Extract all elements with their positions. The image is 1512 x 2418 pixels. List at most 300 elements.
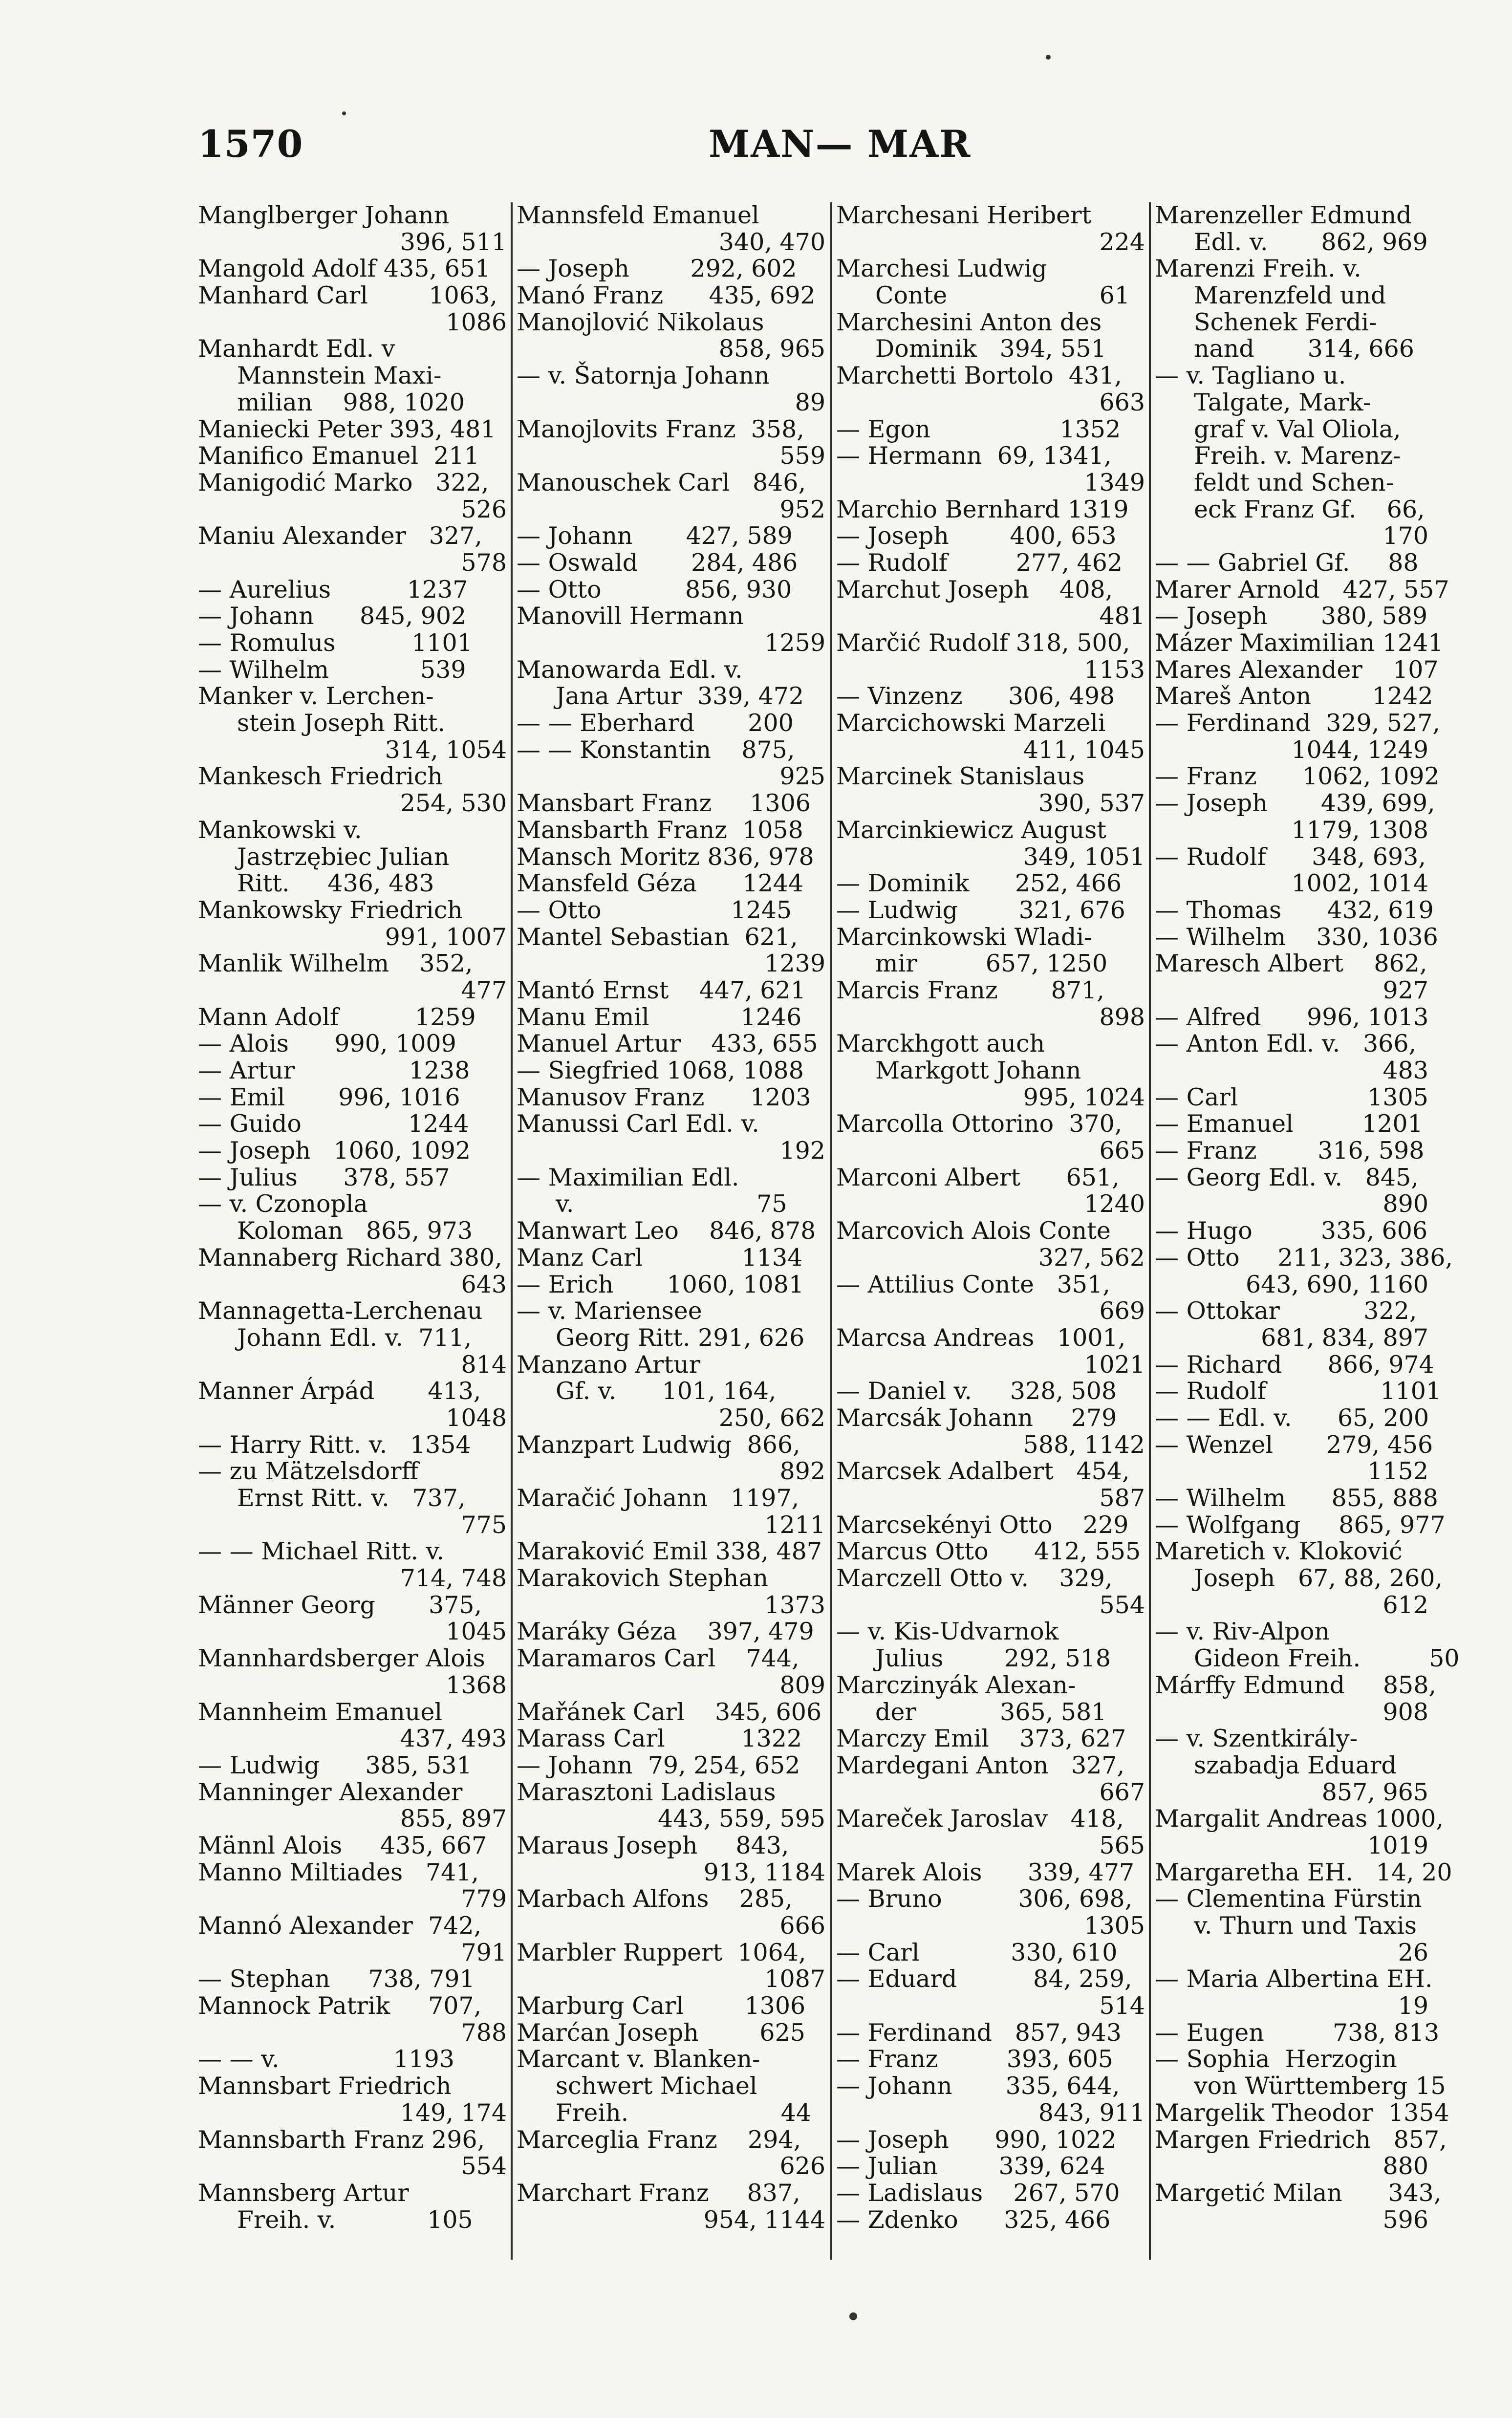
index-line: Manifico Emanuel 211	[198, 442, 479, 470]
index-line: Marcichowski Marzeli	[836, 709, 1106, 737]
index-line: — Rudolf 277, 462	[836, 548, 1123, 577]
index-line: — Joseph 990, 1022	[836, 2125, 1117, 2154]
index-line: 643	[461, 1270, 507, 1298]
index-line: Mannó Alexander 742,	[198, 1912, 482, 1940]
index-line: Georg Ritt. 291, 626	[556, 1323, 805, 1352]
index-line: Manzano Artur	[517, 1350, 701, 1379]
index-line: Manwart Leo 846, 878	[517, 1217, 816, 1245]
index-line: Mares Alexander 107	[1155, 655, 1439, 684]
index-line: — Bruno 306, 698,	[836, 1885, 1133, 1913]
index-line: Mankowsky Friedrich	[198, 896, 463, 924]
index-line: Márffy Edmund 858,	[1155, 1671, 1436, 1699]
index-line: Jana Artur 339, 472	[556, 682, 804, 711]
index-line: Mansbart Franz 1306	[517, 789, 811, 818]
index-line: 814	[461, 1350, 507, 1379]
column-rule	[830, 202, 832, 2260]
index-line: 1368	[446, 1671, 507, 1699]
index-line: Ernst Ritt. v. 737,	[237, 1484, 466, 1512]
index-line: Gideon Freih. 50	[1194, 1644, 1460, 1673]
index-line: 681, 834, 897	[1261, 1323, 1428, 1352]
index-line: — Joseph 1060, 1092	[198, 1137, 471, 1165]
index-line: der 365, 581	[875, 1698, 1107, 1726]
index-line: Manhardt Edl. v	[198, 335, 395, 363]
index-line: schwert Michael	[556, 2072, 757, 2100]
index-line: Maráky Géza 397, 479	[517, 1618, 814, 1646]
index-line: Marcsekényi Otto 229	[836, 1511, 1129, 1539]
index-line: 626	[779, 2152, 825, 2181]
index-line: Manno Miltiades 741,	[198, 1858, 479, 1886]
index-line: 411, 1045	[1023, 735, 1145, 764]
index-line: — Zdenko 325, 466	[836, 2205, 1111, 2234]
index-line: 857, 965	[1321, 1778, 1428, 1806]
index-line: — Julian 339, 624	[836, 2152, 1105, 2181]
index-line: Manouschek Carl 846,	[517, 468, 806, 497]
index-line: — Rudolf 1101	[1155, 1377, 1442, 1405]
index-line: Marcsek Adalbert 454,	[836, 1457, 1130, 1486]
index-line: Margetić Milan 343,	[1155, 2179, 1442, 2207]
column-rule	[511, 202, 513, 2260]
index-line: Ritt. 436, 483	[237, 869, 434, 898]
index-line: 892	[779, 1457, 825, 1486]
index-line: Manzpart Ludwig 866,	[517, 1430, 800, 1459]
index-line: — Maria Albertina EH.	[1155, 1965, 1433, 1993]
index-line: — Joseph 400, 653	[836, 522, 1117, 550]
index-line: 1153	[1084, 655, 1145, 684]
index-line: mir 657, 1250	[875, 950, 1108, 978]
index-line: Manojlovits Franz 358,	[517, 415, 804, 443]
index-line: Marchut Joseph 408,	[836, 575, 1113, 604]
index-line: — — v. 1193	[198, 2045, 454, 2073]
index-line: Marchetti Bortolo 431,	[836, 362, 1122, 390]
index-line: Marass Carl 1322	[517, 1725, 802, 1753]
index-line: Mannhardsberger Alois	[198, 1644, 485, 1673]
index-line: 1021	[1084, 1350, 1145, 1379]
index-line: 1349	[1084, 468, 1145, 497]
index-line: 880	[1382, 2152, 1428, 2181]
index-line: Marcinek Stanislaus	[836, 762, 1085, 791]
index-line: — Siegfried 1068, 1088	[517, 1057, 804, 1084]
index-line: — Rudolf 348, 693,	[1155, 842, 1426, 871]
index-line: 1045	[446, 1618, 507, 1646]
index-line: 390, 537	[1038, 789, 1145, 818]
index-line: — — Konstantin 875,	[517, 735, 795, 764]
index-line: 612	[1382, 1591, 1428, 1619]
index-line: graf v. Val Oliola,	[1194, 415, 1401, 443]
index-line: Mannaberg Richard 380,	[198, 1243, 502, 1272]
index-line: — Thomas 432, 619	[1155, 896, 1434, 924]
index-line: Marcus Otto 412, 555	[836, 1537, 1141, 1566]
index-line: Marćan Joseph 625	[517, 2018, 805, 2047]
index-line: 588, 1142	[1023, 1430, 1145, 1459]
index-line: Manussi Carl Edl. v.	[517, 1110, 759, 1138]
index-line: v. Thurn und Taxis	[1194, 1912, 1417, 1940]
index-line: — — Eberhard 200	[517, 709, 794, 737]
index-line: Marczell Otto v. 329,	[836, 1564, 1113, 1593]
index-line: — Anton Edl. v. 366,	[1155, 1030, 1417, 1058]
index-line: Julius 292, 518	[875, 1644, 1111, 1673]
index-line: Marchio Bernhard 1319	[836, 495, 1129, 523]
index-line: 340, 470	[718, 228, 825, 256]
index-line: Manker v. Lerchen-	[198, 682, 434, 711]
index-line: — Eduard 84, 259,	[836, 1965, 1132, 1993]
index-line: Mannagetta-Lerchenau	[198, 1297, 483, 1325]
index-line: 809	[779, 1671, 825, 1699]
index-line: — Otto 1245	[517, 896, 792, 924]
index-line: — Emanuel 1201	[1155, 1110, 1423, 1138]
index-line: — Johann 845, 902	[198, 602, 467, 630]
index-line: Freih. v. 105	[237, 2205, 473, 2234]
index-line: Mannsbart Friedrich	[198, 2072, 452, 2100]
index-line: — Eugen 738, 813	[1155, 2018, 1440, 2047]
index-line: 89	[795, 388, 825, 416]
index-line: Manglberger Johann	[198, 201, 450, 229]
index-line: 1048	[446, 1403, 507, 1432]
index-line: Mannstein Maxi-	[237, 362, 442, 390]
column-rule	[1149, 202, 1151, 2260]
index-line: Mann Adolf 1259	[198, 1003, 476, 1031]
index-line: 952	[779, 495, 825, 523]
index-line: 913, 1184	[703, 1858, 825, 1886]
index-line: 587	[1099, 1484, 1145, 1512]
index-line: — Clementina Fürstin	[1155, 1885, 1422, 1913]
index-line: — Daniel v. 328, 508	[836, 1377, 1117, 1405]
index-line: — Artur 1238	[198, 1057, 470, 1084]
index-line: — v. Šatornja Johann	[517, 362, 770, 390]
index-line: — v. Tagliano u.	[1155, 362, 1346, 390]
index-line: 578	[461, 548, 507, 577]
index-line: Marceglia Franz 294,	[517, 2125, 801, 2154]
index-line: Marcis Franz 871,	[836, 976, 1104, 1004]
index-line: szabadja Eduard	[1194, 1751, 1397, 1779]
index-column-4	[1155, 201, 1460, 2260]
index-column-1	[198, 202, 511, 2260]
index-line: — v. Czonopla	[198, 1190, 368, 1218]
index-line: 663	[1099, 388, 1145, 416]
index-line: Freih. 44	[556, 2098, 812, 2127]
print-speck	[342, 111, 346, 115]
index-line: Maraus Joseph 843,	[517, 1831, 789, 1859]
index-line: — Alfred 996, 1013	[1155, 1003, 1429, 1031]
index-line: Mantó Ernst 447, 621	[517, 976, 806, 1004]
index-line: Mansch Moritz 836, 978	[517, 842, 814, 871]
index-line: Maračić Johann 1197,	[517, 1484, 799, 1512]
index-line: Marcant v. Blanken-	[517, 2045, 760, 2073]
index-line: 559	[779, 442, 825, 470]
index-line: — Hugo 335, 606	[1155, 1217, 1428, 1245]
index-line: 477	[461, 976, 507, 1004]
index-line: Marchesini Anton des	[836, 308, 1102, 336]
index-line: Manz Carl 1134	[517, 1243, 803, 1272]
index-line: Maramaros Carl 744,	[517, 1644, 799, 1673]
index-line: — Franz 316, 598	[1155, 1137, 1425, 1165]
index-line: 1019	[1367, 1831, 1428, 1859]
index-line: Maretich v. Kloković	[1155, 1537, 1403, 1566]
index-line: — Joseph 439, 699,	[1155, 789, 1435, 818]
index-line: Schenek Ferdi-	[1194, 308, 1377, 336]
index-line: Mannheim Emanuel	[198, 1698, 443, 1726]
index-line: Marckhgott auch	[836, 1030, 1045, 1058]
index-line: — zu Mätzelsdorff	[198, 1457, 419, 1486]
index-line: — Maximilian Edl.	[517, 1163, 739, 1191]
index-line: Mannsberg Artur	[198, 2179, 409, 2207]
index-line: v. 75	[556, 1190, 787, 1218]
index-line: — Wilhelm 855, 888	[1155, 1484, 1438, 1512]
index-line: Margelik Theodor 1354	[1155, 2098, 1449, 2127]
index-line: Marcsák Johann 279	[836, 1403, 1117, 1432]
index-line: 596	[1382, 2205, 1428, 2234]
index-line: 396, 511	[400, 228, 507, 256]
index-line: 443, 559, 595	[658, 1805, 825, 1833]
index-line: Marburg Carl 1306	[517, 1992, 806, 2020]
index-line: 788	[461, 2018, 507, 2047]
index-line: Marcinkiewicz August	[836, 816, 1106, 844]
index-line: Jastrzębiec Julian	[237, 842, 450, 871]
index-line: Marek Alois 339, 477	[836, 1858, 1135, 1886]
index-line: — — Gabriel Gf. 88	[1155, 548, 1419, 577]
index-line: Marchesani Heribert	[836, 201, 1092, 229]
index-line: 1044, 1249	[1291, 735, 1428, 764]
index-line: Marbler Ruppert 1064,	[517, 1938, 806, 1966]
index-line: nand 314, 666	[1194, 335, 1414, 363]
index-line: — Hermann 69, 1341,	[836, 442, 1112, 470]
index-line: 254, 530	[400, 789, 507, 818]
index-line: 1152	[1367, 1457, 1428, 1486]
index-line: — Otto 856, 930	[517, 575, 792, 604]
index-line: 349, 1051	[1023, 842, 1145, 871]
index-line: Manuel Artur 433, 655	[517, 1030, 818, 1058]
index-line: Mannock Patrik 707,	[198, 1992, 482, 2020]
index-line: Marcinkowski Wladi-	[836, 923, 1092, 951]
index-line: — Wilhelm 330, 1036	[1155, 923, 1438, 951]
index-line: Talgate, Mark-	[1194, 388, 1371, 416]
index-line: — Ludwig 321, 676	[836, 896, 1125, 924]
index-line: 669	[1099, 1297, 1145, 1325]
index-line: — Wilhelm 539	[198, 655, 466, 684]
index-line: Manó Franz 435, 692	[517, 281, 816, 310]
index-line: — Franz 393, 605	[836, 2045, 1113, 2073]
index-line: 858, 965	[718, 335, 825, 363]
index-line: 437, 493	[400, 1725, 507, 1753]
index-line: Marbach Alfons 285,	[517, 1885, 793, 1913]
index-line: Mařánek Carl 345, 606	[517, 1698, 822, 1726]
index-line: 908	[1382, 1698, 1428, 1726]
index-line: — Dominik 252, 466	[836, 869, 1122, 898]
index-line: — Carl 1305	[1155, 1083, 1428, 1111]
index-line: 954, 1144	[703, 2205, 825, 2234]
index-line: milian 988, 1020	[237, 388, 465, 416]
index-line: Marchart Franz 837,	[517, 2179, 800, 2207]
index-line: 565	[1099, 1831, 1145, 1859]
index-line: Manovill Hermann	[517, 602, 744, 630]
index-line: — Ludwig 385, 531	[198, 1751, 472, 1779]
index-line: Margalit Andreas 1000,	[1155, 1805, 1444, 1833]
index-line: 554	[461, 2152, 507, 2181]
index-line: Mannsbarth Franz 296,	[198, 2125, 485, 2154]
print-speck	[849, 2312, 857, 2320]
index-line: — Wolfgang 865, 977	[1155, 1511, 1446, 1539]
index-line: 1239	[764, 950, 825, 978]
index-line: — Joseph 380, 589	[1155, 602, 1428, 630]
index-line: Mankowski v.	[198, 816, 362, 844]
index-line: Marasztoni Ladislaus	[517, 1778, 776, 1806]
index-line: — Harry Ritt. v. 1354	[198, 1430, 471, 1459]
index-line: Männer Georg 375,	[198, 1591, 482, 1619]
index-line: Marconi Albert 651,	[836, 1163, 1120, 1191]
index-line: Manigodić Marko 322,	[198, 468, 489, 497]
index-line: — Emil 996, 1016	[198, 1083, 460, 1111]
index-line: stein Joseph Ritt.	[237, 709, 445, 737]
index-line: 514	[1099, 1992, 1145, 2020]
index-line: von Württemberg 15	[1194, 2072, 1446, 2100]
index-line: Freih. v. Marenz-	[1194, 442, 1401, 470]
index-line: — Ferdinand 857, 943	[836, 2018, 1122, 2047]
index-line: Mansfeld Géza 1244	[517, 869, 804, 898]
page-number: 1570	[198, 122, 303, 166]
index-column-2	[517, 202, 829, 2260]
index-line: 1305	[1084, 1912, 1145, 1940]
index-line: 481	[1099, 602, 1145, 630]
index-line: — Otto 211, 323, 386,	[1155, 1243, 1453, 1272]
index-line: 327, 562	[1038, 1243, 1145, 1272]
index-line: 170	[1382, 522, 1428, 550]
index-line: Mázer Maximilian 1241	[1155, 629, 1444, 657]
index-line: 1373	[764, 1591, 825, 1619]
index-line: 26	[1398, 1938, 1428, 1966]
index-line: Marenzeller Edmund	[1155, 201, 1412, 229]
index-line: Mareček Jaroslav 418,	[836, 1805, 1124, 1833]
index-line: — Johann 335, 644,	[836, 2072, 1120, 2100]
index-line: — Joseph 292, 602	[517, 255, 797, 283]
index-line: — Franz 1062, 1092	[1155, 762, 1440, 791]
index-line: 925	[779, 762, 825, 791]
index-line: Manninger Alexander	[198, 1778, 463, 1806]
index-line: — Stephan 738, 791	[198, 1965, 475, 1993]
index-columns	[198, 201, 1460, 2260]
index-line: — v. Kis-Udvarnok	[836, 1618, 1059, 1646]
index-line: 1240	[1084, 1190, 1145, 1218]
index-column-3	[836, 202, 1149, 2260]
index-line: 149, 174	[400, 2098, 507, 2127]
index-line: 927	[1382, 976, 1428, 1004]
index-line: Joseph 67, 88, 260,	[1194, 1564, 1443, 1593]
index-line: 779	[461, 1885, 507, 1913]
index-line: 19	[1398, 1992, 1428, 2020]
index-line: — Egon 1352	[836, 415, 1121, 443]
index-line: Manner Árpád 413,	[198, 1377, 481, 1405]
index-line: Mangold Adolf 435, 651	[198, 255, 491, 283]
index-line: 667	[1099, 1778, 1145, 1806]
index-line: — v. Mariensee	[517, 1297, 702, 1325]
index-line: Edl. v. 862, 969	[1194, 228, 1428, 256]
index-line: Mansbarth Franz 1058	[517, 816, 803, 844]
index-line: — Guido 1244	[198, 1110, 469, 1138]
index-line: Mankesch Friedrich	[198, 762, 443, 791]
index-line: — Vinzenz 306, 498	[836, 682, 1115, 711]
index-line: Marcovich Alois Conte	[836, 1217, 1111, 1245]
index-line: Koloman 865, 973	[237, 1217, 473, 1245]
index-line: — Georg Edl. v. 845,	[1155, 1163, 1419, 1191]
index-line: Marczinyák Alexan-	[836, 1671, 1076, 1699]
index-line: Maraković Emil 338, 487	[517, 1537, 822, 1566]
index-line: 890	[1382, 1190, 1428, 1218]
index-line: 775	[461, 1511, 507, 1539]
index-line: 665	[1099, 1137, 1145, 1165]
index-line: Mantel Sebastian 621,	[517, 923, 798, 951]
index-line: — v. Riv-Alpon	[1155, 1618, 1330, 1646]
index-line: 250, 662	[718, 1403, 825, 1432]
index-line: Mareš Anton 1242	[1155, 682, 1433, 711]
index-line: Maresch Albert 862,	[1155, 950, 1427, 978]
index-line: 1086	[446, 308, 507, 336]
index-line: 843, 911	[1038, 2098, 1145, 2127]
index-line: 192	[779, 1137, 825, 1165]
index-line: 1002, 1014	[1291, 869, 1428, 898]
index-line: — Ferdinand 329, 527,	[1155, 709, 1440, 737]
index-line: Markgott Johann	[875, 1057, 1081, 1084]
index-line: 1087	[764, 1965, 825, 1993]
index-line: 554	[1099, 1591, 1145, 1619]
index-line: — Romulus 1101	[198, 629, 473, 657]
index-line: Marenzfeld und	[1194, 281, 1386, 310]
index-line: — v. Szentkirály-	[1155, 1725, 1358, 1753]
index-line: 791	[461, 1938, 507, 1966]
index-line: — Alois 990, 1009	[198, 1030, 456, 1058]
index-line: — Wenzel 279, 456	[1155, 1430, 1433, 1459]
index-line: — Richard 866, 974	[1155, 1350, 1434, 1379]
running-head: MAN— MAR	[709, 122, 972, 166]
index-line: — Attilius Conte 351,	[836, 1270, 1110, 1298]
index-line: 714, 748	[400, 1564, 507, 1593]
index-line: Manhard Carl 1063,	[198, 281, 497, 310]
index-line: Manlik Wilhelm 352,	[198, 950, 473, 978]
index-line: — — Michael Ritt. v.	[198, 1537, 444, 1566]
index-line: 1211	[764, 1511, 825, 1539]
index-line: Gf. v. 101, 164,	[556, 1377, 777, 1405]
index-line: feldt und Schen-	[1194, 468, 1394, 497]
index-line: Margaretha EH. 14, 20	[1155, 1858, 1452, 1886]
index-line: Mannsfeld Emanuel	[517, 201, 759, 229]
index-line: Marenzi Freih. v.	[1155, 255, 1361, 283]
index-line: Johann Edl. v. 711,	[237, 1323, 472, 1352]
index-line: — Julius 378, 557	[198, 1163, 450, 1191]
index-line: 314, 1054	[385, 735, 507, 764]
index-line: — Sophia Herzogin	[1155, 2045, 1397, 2073]
index-line: 855, 897	[400, 1805, 507, 1833]
index-line: 995, 1024	[1023, 1083, 1145, 1111]
index-line: Männl Alois 435, 667	[198, 1831, 487, 1859]
index-line: 224	[1099, 228, 1145, 256]
index-line: — Oswald 284, 486	[517, 548, 798, 577]
index-line: — Johann 427, 589	[517, 522, 793, 550]
index-line: 643, 690, 1160	[1245, 1270, 1428, 1298]
index-line: Manusov Franz 1203	[517, 1083, 811, 1111]
index-line: Manowarda Edl. v.	[517, 655, 743, 684]
index-line: 898	[1099, 1003, 1145, 1031]
index-line: 526	[461, 495, 507, 523]
index-line: Marčić Rudolf 318, 500,	[836, 629, 1130, 657]
index-line: — Aurelius 1237	[198, 575, 468, 604]
index-line: Maniecki Peter 393, 481	[198, 415, 496, 443]
index-line: Marakovich Stephan	[517, 1564, 769, 1593]
index-line: — Erich 1060, 1081	[517, 1270, 804, 1298]
index-line: Marczy Emil 373, 627	[836, 1725, 1126, 1753]
index-line: eck Franz Gf. 66,	[1194, 495, 1425, 523]
index-line: Manu Emil 1246	[517, 1003, 802, 1031]
index-line: — Johann 79, 254, 652	[517, 1751, 800, 1779]
index-line: Marer Arnold 427, 557	[1155, 575, 1449, 604]
index-line: 1259	[764, 629, 825, 657]
index-line: — Carl 330, 610	[836, 1938, 1118, 1966]
